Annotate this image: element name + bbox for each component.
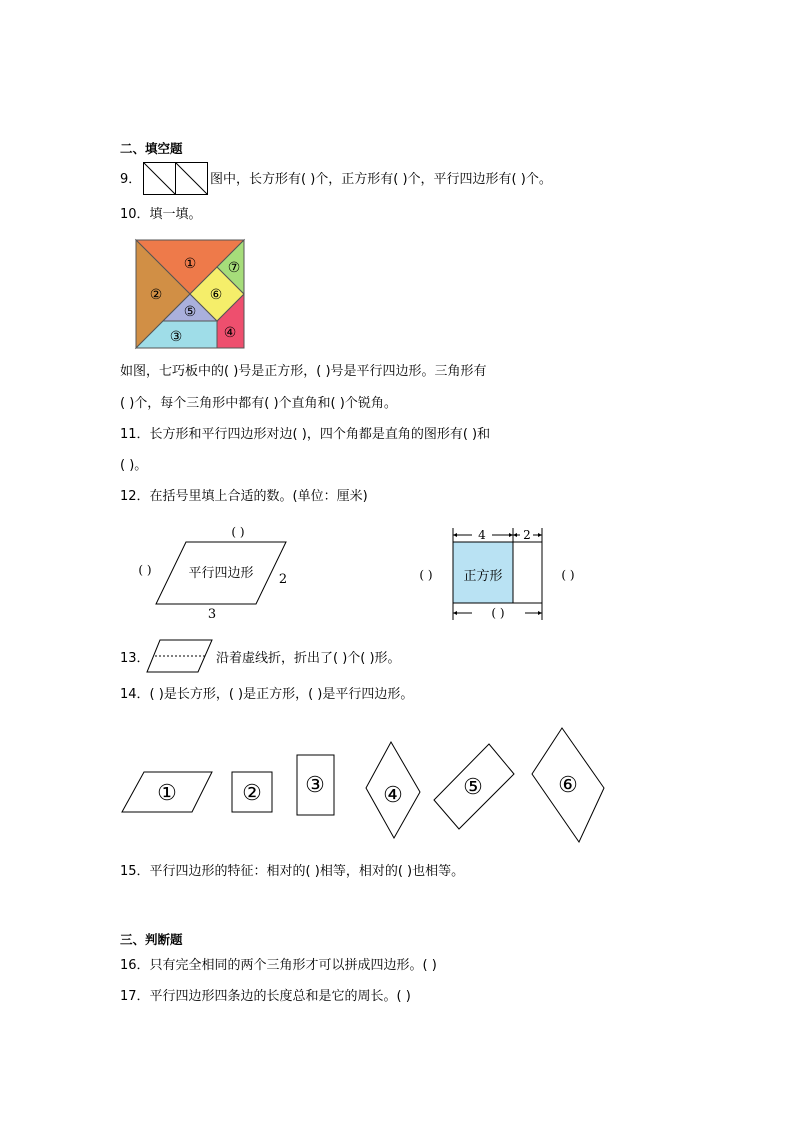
parallelogram-top-blank: ( ) [231, 525, 245, 539]
parallelogram-left-blank: ( ) [138, 563, 152, 577]
question-text-15: 15．平行四边形的特征：相对的( )相等，相对的( )也相等。 [120, 864, 465, 879]
square-left-blank: ( ) [419, 568, 433, 582]
tangram-label-6: ⑥ [209, 287, 223, 303]
question-text-17: 17．平行四边形四条边的长度总和是它的周长。( ) [120, 989, 411, 1004]
parallelogram-base-length: 3 [207, 607, 217, 622]
fold-parallelogram-figure [146, 638, 214, 674]
square-label: 正方形 [463, 569, 503, 584]
tangram-label-4: ④ [223, 325, 237, 341]
question-text-13: 沿着虚线折，折出了( )个( )形。 [216, 651, 401, 666]
question-text-9: 图中，长方形有( )个，正方形有( )个，平行四边形有( )个。 [210, 172, 552, 187]
tangram-label-7: ⑦ [227, 260, 241, 276]
question-11-line-2: ( )。 [120, 458, 148, 473]
tangram-label-3: ③ [169, 329, 183, 345]
question-number-9: 9． [120, 172, 142, 187]
question-10-line-2: ( )个，每个三角形中都有( )个直角和( )个锐角。 [120, 396, 397, 411]
shape-label-3: ③ [305, 773, 325, 798]
shape-label-4: ④ [383, 783, 403, 808]
question-text-16: 16．只有完全相同的两个三角形才可以拼成四边形。( ) [120, 958, 437, 973]
shape-label-2: ② [242, 781, 262, 806]
tangram-label-5: ⑤ [183, 304, 197, 320]
square-rectangle-figure [400, 525, 600, 625]
question-11-line-1: 11．长方形和平行四边形对边( )，四个角都是直角的图形有( )和 [120, 427, 491, 442]
section-title-judgement: 三、判断题 [120, 932, 183, 947]
question-number-13: 13． [120, 651, 150, 666]
rectangle-extra-length: 2 [523, 528, 531, 542]
parallelogram-figure [120, 520, 320, 625]
shape-label-5: ⑤ [463, 775, 483, 800]
tangram-label-1: ① [183, 256, 197, 272]
question-10-line-1: 如图，七巧板中的( )号是正方形，( )号是平行四边形。三角形有 [120, 364, 487, 379]
q14-shapes-figure [118, 722, 618, 850]
question-text-14: 14．( )是长方形，( )是正方形，( )是平行四边形。 [120, 687, 414, 702]
total-length-blank: ( ) [491, 606, 505, 620]
tangram-figure [136, 240, 246, 350]
section-title-fill-blank: 二、填空题 [120, 141, 183, 156]
parallelogram-side-length: 2 [278, 572, 288, 587]
question-text-10: 10．填一填。 [120, 207, 202, 222]
parallelogram-label: 平行四边形 [188, 566, 254, 581]
shape-label-1: ① [157, 781, 177, 806]
shape-label-6: ⑥ [558, 773, 578, 798]
q9-rectangle-figure [143, 162, 209, 196]
question-text-12: 12．在括号里填上合适的数。(单位：厘米) [120, 489, 368, 504]
square-side-length: 4 [478, 528, 486, 542]
tangram-label-2: ② [149, 287, 163, 303]
rectangle-right-blank: ( ) [561, 568, 575, 582]
